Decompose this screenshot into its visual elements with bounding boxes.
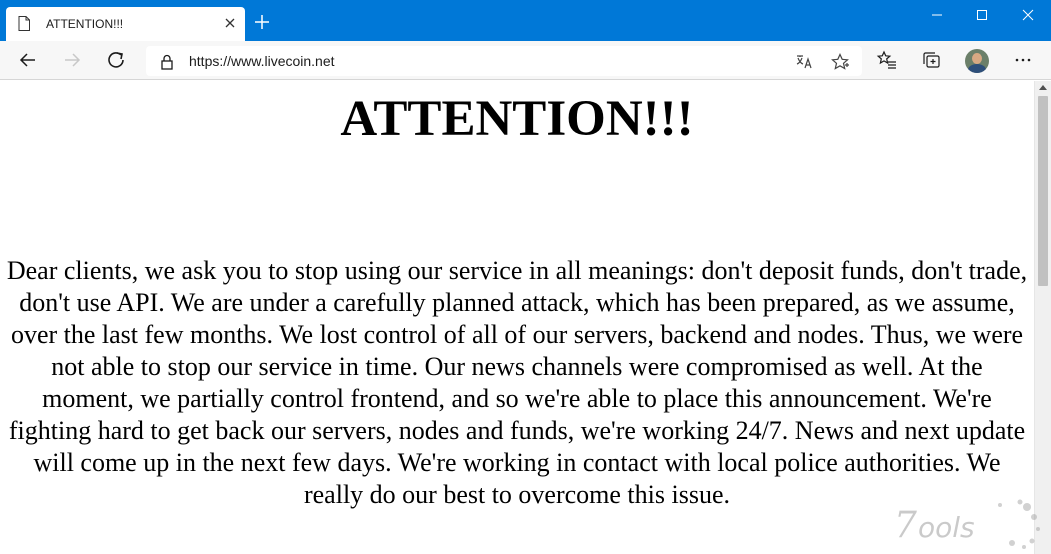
tab-title: ATTENTION!!! [46,17,124,31]
read-aloud-icon[interactable] [795,53,813,71]
page-content [0,81,1034,554]
svg-text:7: 7 [894,505,917,546]
collections-icon[interactable] [920,49,942,71]
avatar-face [972,53,982,64]
vertical-scrollbar[interactable] [1034,81,1051,554]
browser-tab[interactable] [6,7,245,41]
announcement-text: Dear clients, we ask you to stop using our service in all meanings: don't deposit funds, don't trade, don't use API. We are under a carefully planned attack, which has been prepared, as we assume, over the last few months. We lost control of all of our servers, backend and nodes. Thus, we were not able to stop our service in time. Our news channels were compromised as well. At the moment, we partially control frontend, and so we're able to place this announcement. We're fighting hard to get back our servers, nodes and funds, we're working 24/7. News and next update will come up in the next few days. We're working in contact with local police authorities. We really do our best to overcome this issue. [6,256,1028,509]
browser-toolbar [0,41,1051,80]
scroll-thumb[interactable] [1038,96,1048,286]
plus-icon[interactable] [254,14,270,30]
svg-text:ools: ools [918,511,975,544]
star-icon[interactable] [831,53,849,71]
page-icon [18,16,30,31]
favorites-icon[interactable] [876,49,898,71]
minimize-icon[interactable] [914,0,960,30]
refresh-icon[interactable] [105,49,127,71]
address-bar[interactable] [146,46,862,76]
avatar-shirt [968,64,986,73]
url-text[interactable]: https://www.livecoin.net [189,53,335,69]
page-heading: ATTENTION!!! [340,91,694,147]
more-icon[interactable] [1012,49,1034,71]
lock-icon[interactable] [160,54,174,70]
forward-icon[interactable] [61,49,83,71]
close-window-icon[interactable] [1005,0,1051,30]
watermark-logo [892,497,1042,552]
close-icon[interactable] [223,16,237,30]
profile-avatar[interactable] [965,49,989,73]
maximize-icon[interactable] [959,0,1005,30]
title-bar [0,0,1051,41]
scroll-up-icon[interactable] [1039,84,1047,90]
back-icon[interactable] [17,49,39,71]
